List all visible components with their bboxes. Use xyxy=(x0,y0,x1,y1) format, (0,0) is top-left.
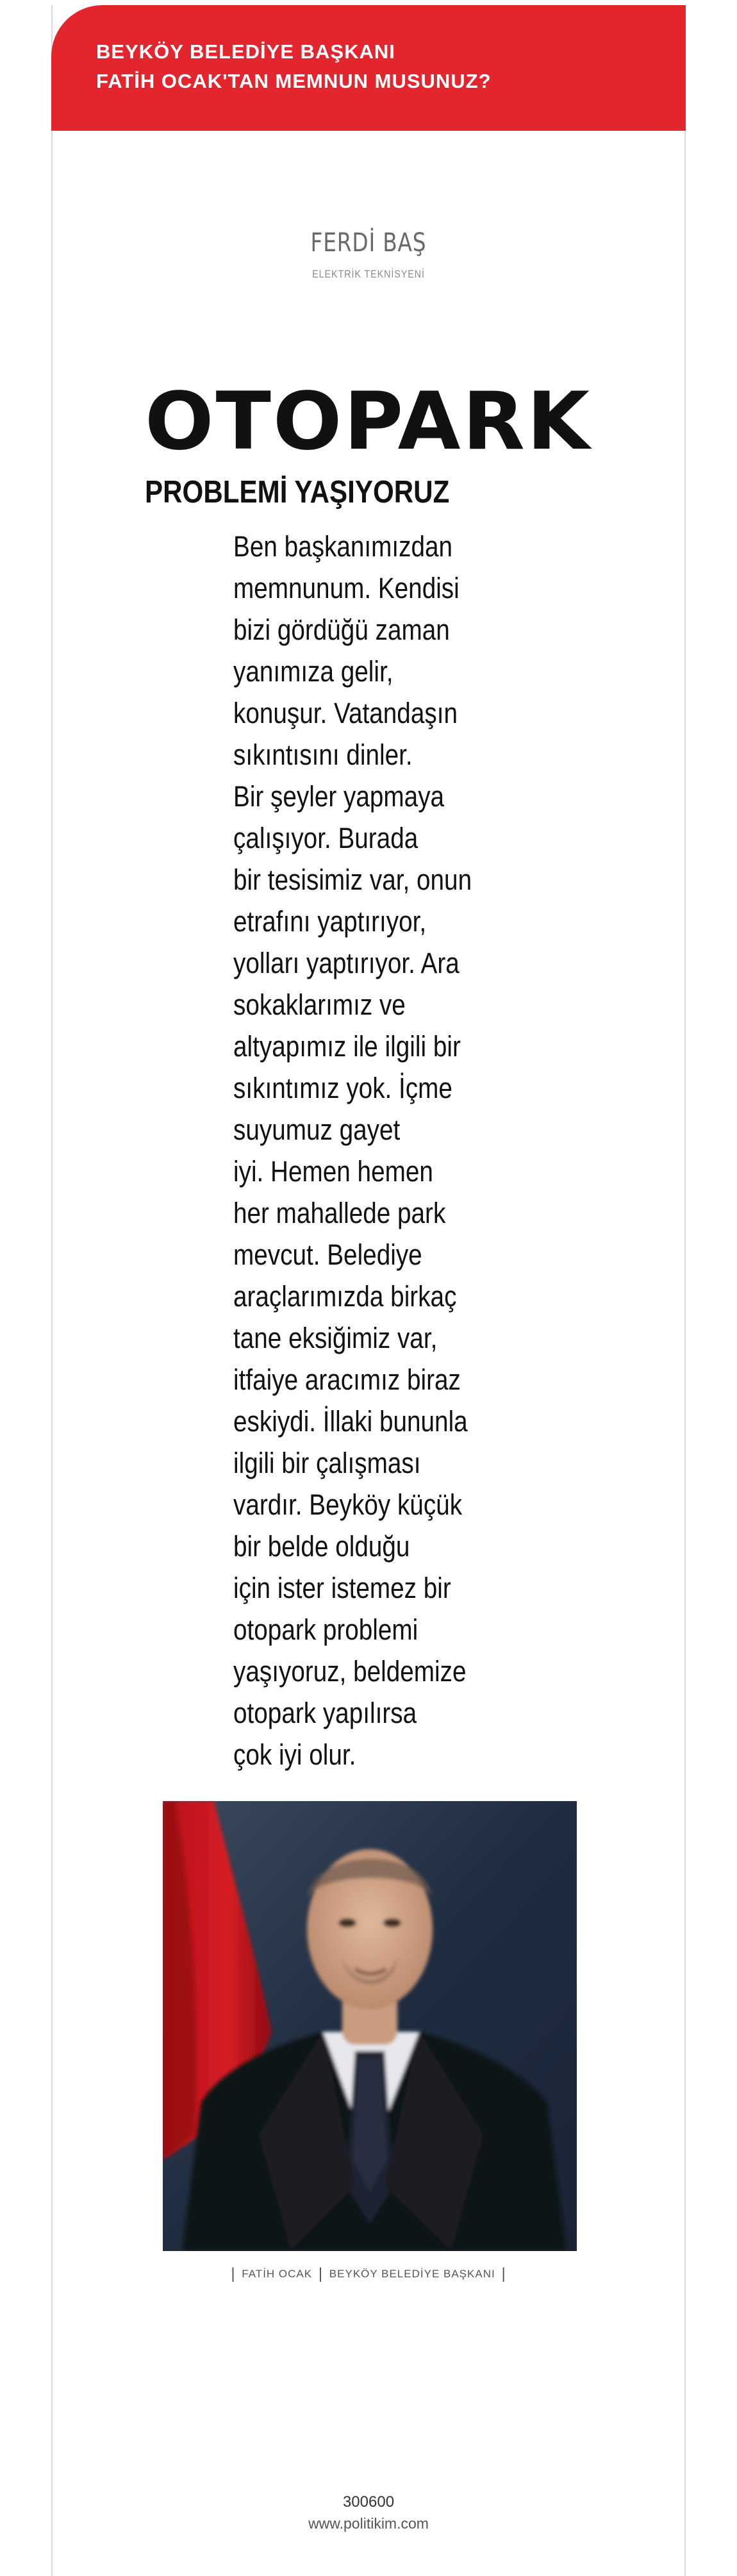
quote-line: bir tesisimiz var, onun xyxy=(233,863,472,896)
quote-line: için ister istemez bir xyxy=(233,1572,451,1604)
portrait-photo-icon xyxy=(163,1801,577,2251)
quote-line: konuşur. Vatandaşın xyxy=(233,697,458,729)
footer-code: 300600 xyxy=(342,2493,395,2511)
quote-line: araçlarımızda birkaç xyxy=(233,1280,457,1313)
header-banner xyxy=(51,5,686,131)
photo-caption xyxy=(0,2265,737,2283)
quote-line: çalışıyor. Burada xyxy=(233,822,418,854)
portrait-photo xyxy=(163,1801,577,2251)
quote-line: suyumuz gayet xyxy=(233,1113,401,1146)
quote-line: itfaiye aracımız biraz xyxy=(233,1363,461,1396)
quote-line: yolları yaptırıyor. Ara xyxy=(233,947,460,979)
quote-line: altyapımız ile ilgili bir xyxy=(233,1030,461,1063)
quote-line: Ben başkanımızdan xyxy=(233,530,453,563)
author-name: FERDİ BAŞ xyxy=(310,228,427,258)
quote-line: eskiydi. İllaki bununla xyxy=(233,1405,468,1438)
quote-line: mevcut. Belediye xyxy=(233,1238,422,1271)
author-role: ELEKTRİK TEKNİSYENİ xyxy=(312,268,425,280)
caption-divider: | xyxy=(501,2265,506,2282)
quote-line: memnunum. Kendisi xyxy=(233,572,460,604)
quote-body xyxy=(233,526,502,1775)
caption-divider: | xyxy=(231,2265,236,2282)
header-title-line-2: FATİH OCAK'TAN MEMNUN MUSUNUZ? xyxy=(96,70,492,92)
quote-line: ilgili bir çalışması xyxy=(233,1447,421,1479)
header-title-line-1: BEYKÖY BELEDİYE BAŞKANI xyxy=(96,40,395,63)
quote-line: bizi gördüğü zaman xyxy=(233,613,450,646)
caption-name: FATİH OCAK xyxy=(242,2268,313,2280)
quote-line: her mahallede park xyxy=(233,1197,446,1229)
quote-line: sıkıntımız yok. İçme xyxy=(233,1072,452,1104)
headline: OTOPARK xyxy=(145,376,592,468)
quote-line: yanımıza gelir, xyxy=(233,655,393,688)
quote-line: bir belde olduğu xyxy=(233,1530,410,1563)
caption-title: BEYKÖY BELEDİYE BAŞKANI xyxy=(329,2268,495,2280)
quote-line: çok iyi olur. xyxy=(233,1738,356,1771)
quote-line: yaşıyoruz, beldemize xyxy=(233,1655,467,1688)
quote-line: otopark problemi xyxy=(233,1613,418,1646)
quote-line: etrafını yaptırıyor, xyxy=(233,905,427,938)
quote-line: iyi. Hemen hemen xyxy=(233,1155,433,1188)
subheadline: PROBLEMİ YAŞIYORUZ xyxy=(145,475,450,510)
quote-line: tane eksiğimiz var, xyxy=(233,1322,438,1354)
quote-line: sıkıntısını dinler. xyxy=(233,738,413,771)
caption-divider: | xyxy=(318,2265,324,2282)
quote-line: vardır. Beyköy küçük xyxy=(233,1488,463,1521)
quote-line: sokaklarımız ve xyxy=(233,988,406,1021)
quote-line: otopark yapılırsa xyxy=(233,1697,417,1729)
footer-url[interactable]: www.politikim.com xyxy=(308,2515,429,2532)
quote-line: Bir şeyler yapmaya xyxy=(233,780,445,813)
